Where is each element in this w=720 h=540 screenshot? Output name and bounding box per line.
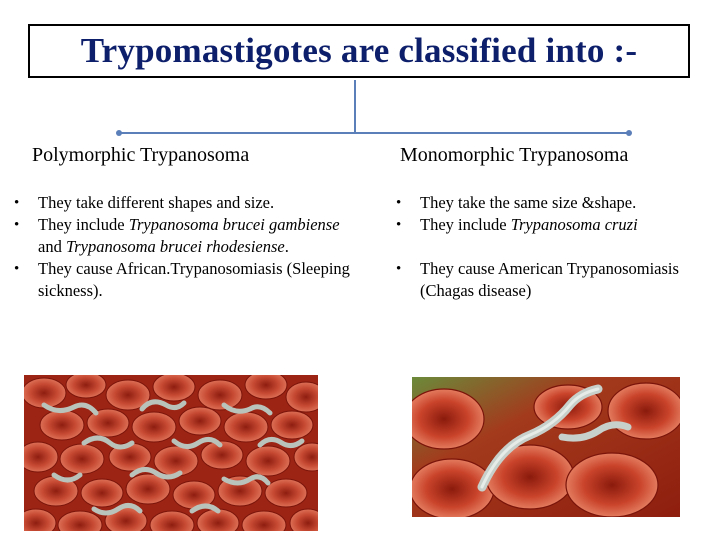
bullet-dot: • [396, 195, 402, 211]
connector-right-end [626, 130, 632, 136]
bullet-dot: • [14, 195, 20, 211]
monomorphic-micrograph-image [412, 377, 680, 517]
list-item [394, 214, 714, 236]
bullet-text: They include [38, 215, 129, 234]
list-item [12, 214, 352, 258]
bullet-text: They take the same size &shape. [420, 193, 637, 212]
bullet-dot: • [396, 217, 402, 233]
polymorphic-heading: Polymorphic Trypanosoma [32, 144, 250, 166]
polymorphic-bullet-list [12, 192, 352, 302]
bullet-text: They take different shapes and size. [38, 193, 275, 212]
list-item [394, 258, 714, 302]
connector-left-end [116, 130, 122, 136]
bullet-dot: • [14, 217, 20, 233]
monomorphic-bullet-list [394, 192, 714, 302]
bullet-text: and [38, 237, 66, 256]
monomorphic-trypanosome-icon [412, 377, 680, 517]
bullet-text: They cause American Trypanosomiasis (Chagas disease) [420, 259, 679, 300]
species-name: Trypanosoma brucei rhodesiense [65, 237, 285, 256]
bullet-text: They include [420, 215, 511, 234]
slide-title: Trypomastigotes are classified into :- [80, 31, 638, 70]
bullet-dot: • [14, 261, 20, 277]
bullet-text: They cause African.Trypanosomiasis (Sleeping sickness). [38, 259, 350, 300]
list-item [12, 258, 352, 302]
list-item [394, 192, 714, 214]
polymorphic-micrograph-image [24, 375, 318, 531]
bullet-dot: • [396, 261, 402, 277]
polymorphic-trypanosomes-icon [24, 375, 318, 531]
bullet-text: . [284, 237, 289, 256]
branch-connector [0, 0, 720, 160]
species-name: Trypanosoma cruzi [510, 215, 638, 234]
monomorphic-heading: Monomorphic Trypanosoma [400, 144, 629, 166]
list-item [12, 192, 352, 214]
species-name: Trypanosoma brucei gambiense [128, 215, 340, 234]
